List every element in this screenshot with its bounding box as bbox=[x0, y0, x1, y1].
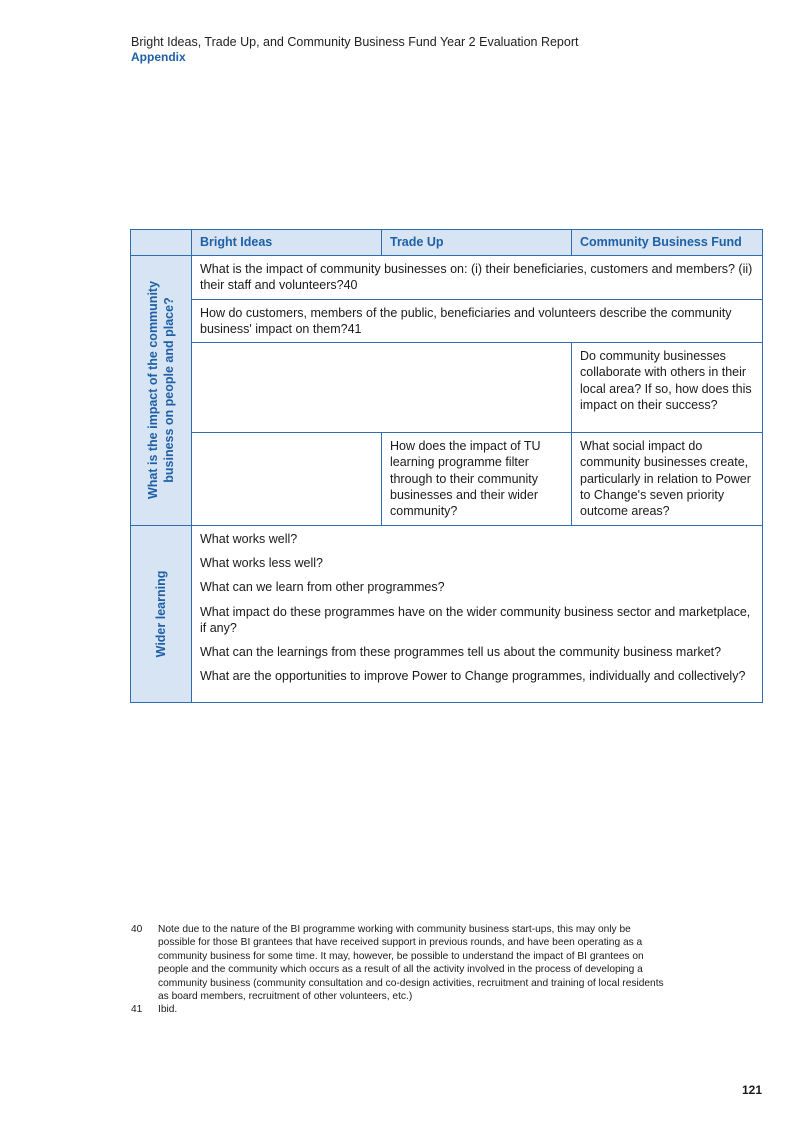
footnote-text: Ibid. bbox=[158, 1004, 178, 1016]
impact-question-3-cbf: Do community businesses collaborate with others in their local area? If so, how does this impact on their success? bbox=[572, 343, 763, 433]
learning-question: What can the learnings from these programmes tell us about the community business market? bbox=[200, 645, 722, 660]
table-row bbox=[131, 525, 763, 702]
impact-question-4-cbf: What social impact do community businesses create, particularly in relation to Power to Change's seven priority outcome areas? bbox=[572, 433, 763, 525]
impact-question-4-tu: How does the impact of TU learning programme filter through to their community businesses and their wider community? bbox=[382, 433, 572, 525]
section-label: Appendix bbox=[131, 50, 186, 64]
learning-question: What impact do these programmes have on the wider community business sector and marketplace, if any? bbox=[200, 604, 751, 635]
learning-group-label-cell bbox=[131, 525, 192, 702]
empty-cell bbox=[192, 343, 572, 433]
footnote-number: 41 bbox=[131, 1004, 143, 1016]
impact-question-2: How do customers, members of the public, beneficiaries and volunteers describe the community business' impact on them?41 bbox=[192, 299, 763, 343]
empty-cell bbox=[192, 433, 382, 525]
table-row bbox=[131, 256, 763, 300]
table-corner-cell bbox=[131, 230, 192, 256]
table-row bbox=[131, 343, 763, 433]
learning-question: What works less well? bbox=[200, 555, 323, 570]
document-title: Bright Ideas, Trade Up, and Community Business Fund Year 2 Evaluation Report bbox=[131, 35, 579, 49]
footnote bbox=[131, 1003, 671, 1016]
page-header bbox=[131, 35, 578, 64]
table-header-row bbox=[131, 230, 763, 256]
learning-question: What are the opportunities to improve Power to Change programmes, individually and collectively? bbox=[200, 669, 746, 684]
learning-group-label: Wider learning bbox=[154, 570, 168, 658]
table-row bbox=[131, 299, 763, 343]
evaluation-questions-table bbox=[130, 229, 763, 703]
footnote-number: 40 bbox=[131, 924, 143, 935]
impact-group-label-cell bbox=[131, 256, 192, 526]
learning-question: What can we learn from other programmes? bbox=[200, 580, 445, 595]
impact-group-label-line2: business on people and place? bbox=[162, 297, 176, 484]
footnotes bbox=[131, 923, 671, 1017]
footnote-text: Note due to the nature of the BI programme working with community business start-ups, this may only be possible for those BI grantees that have received support in previous rounds, and have been operating as a community business for some time. It may, however, be possible to understand the impact of BI grantees on people and the community which occurs as a result of all the activity involved in the process of developing a community business (community consultation and co-design activities, recruitment and training of local residents as board members, recruitment of other volunteers, etc.) bbox=[158, 924, 664, 1003]
column-header-trade-up: Trade Up bbox=[382, 230, 572, 256]
impact-group-label bbox=[145, 281, 177, 499]
impact-group-label-line1: What is the impact of the community bbox=[146, 281, 160, 500]
page-number: 121 bbox=[741, 1083, 762, 1097]
learning-question: What works well? bbox=[200, 531, 298, 546]
column-header-community-business-fund: Community Business Fund bbox=[572, 230, 763, 256]
column-header-bright-ideas: Bright Ideas bbox=[192, 230, 382, 256]
impact-question-1: What is the impact of community businesses on: (i) their beneficiaries, customers and members? (ii) their staff and volunteers?40 bbox=[192, 256, 763, 300]
learning-questions-cell bbox=[192, 525, 763, 702]
footnote bbox=[131, 923, 671, 1003]
table-row bbox=[131, 433, 763, 525]
